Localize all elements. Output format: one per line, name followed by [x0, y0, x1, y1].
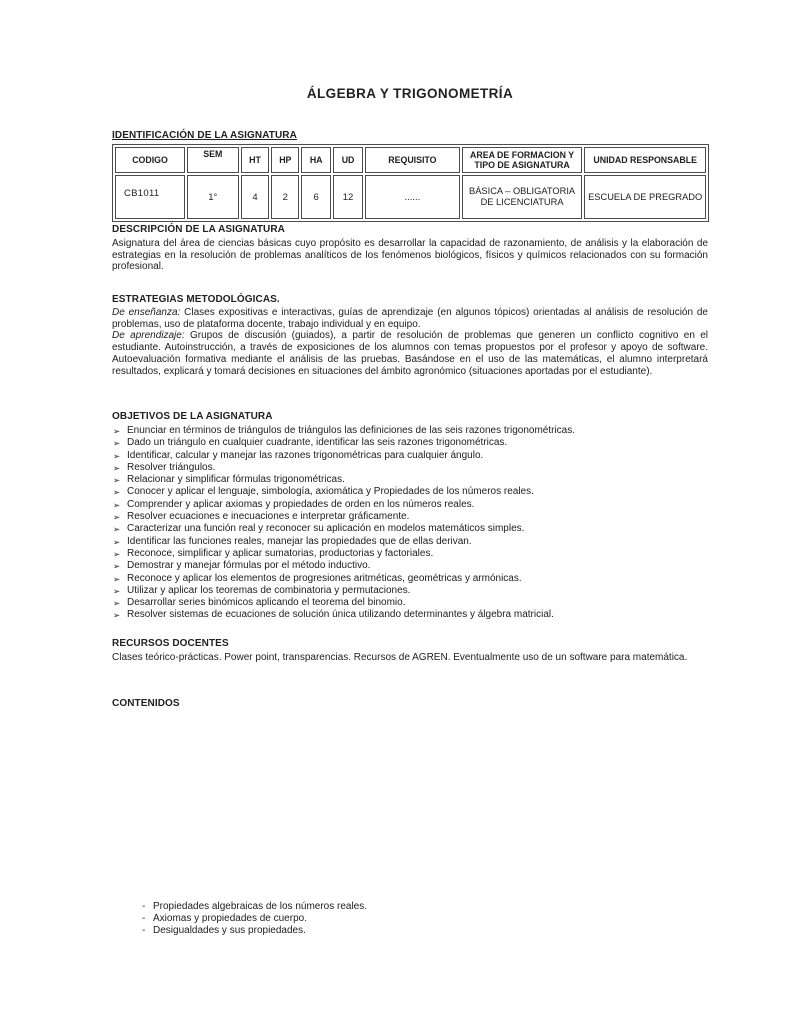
identification-heading: IDENTIFICACIÓN DE LA ASIGNATURA	[112, 130, 297, 141]
arrow-bullet-icon: ➢	[113, 561, 121, 572]
arrow-bullet-icon: ➢	[113, 450, 121, 461]
dash-bullet-icon: -	[142, 901, 146, 912]
arrow-bullet-icon: ➢	[113, 598, 121, 609]
objective-item	[112, 573, 708, 585]
aprendizaje-label: De aprendizaje:	[112, 330, 185, 342]
col-header-ht: HT	[241, 147, 270, 173]
contenido-item	[142, 925, 592, 937]
cell-ht: 4	[241, 175, 270, 219]
col-header-area: AREA DE FORMACION Y TIPO DE ASIGNATURA	[462, 147, 583, 173]
objective-text: Resolver ecuaciones e inecuaciones e interpretar gráficamente.	[127, 511, 410, 523]
objective-text: Reconoce y aplicar los elementos de progresiones aritméticas, geométricas y armónicas.	[127, 572, 522, 584]
objective-item	[112, 548, 708, 560]
col-header-sem: SEM	[187, 147, 239, 173]
objective-text: Utilizar y aplicar los teoremas de combinatoria y permutaciones.	[127, 584, 411, 596]
contenido-item	[142, 913, 592, 925]
table-row	[115, 175, 706, 219]
cell-codigo: CB1011	[115, 175, 185, 219]
cell-requisito: ......	[365, 175, 460, 219]
contenido-item	[142, 901, 592, 913]
document-title: ÁLGEBRA Y TRIGONOMETRÍA	[306, 86, 514, 101]
objective-text: Comprender y aplicar axiomas y propiedades de orden en los números reales.	[127, 498, 475, 510]
objective-text: Enunciar en términos de triángulos de triángulos las definiciones de las seis razones trigonométricas.	[127, 425, 576, 436]
cell-area: BÁSICA – OBLIGATORIA DE LICENCIATURA	[462, 175, 583, 219]
aprendizaje-text: Grupos de discusión (guiados), a partir de resolución de problemas que generen un conflicto cognitivo en el estudiante. Autoinstrucción, a través de exposiciones de los alumnos con temas propuestos por el profesor y apoyo de software. Autoevaluación formativa mediante el análisis de las pruebas. Basándose en el uso de las matemáticas, el alumno interpretará resultados, explicará y tomará decisiones en situaciones del ámbito agronómico (situaciones aportadas por el estudiante).	[112, 330, 709, 377]
contenido-text: Axiomas y propiedades de cuerpo.	[153, 913, 307, 925]
col-header-requisito: REQUISITO	[365, 147, 460, 173]
objective-item	[112, 474, 708, 486]
col-header-ud: UD	[333, 147, 363, 173]
arrow-bullet-icon: ➢	[113, 462, 121, 473]
objetivos-list	[112, 425, 708, 622]
col-header-codigo: CODIGO	[115, 147, 185, 173]
arrow-bullet-icon: ➢	[113, 585, 121, 596]
contenidos-section	[112, 698, 708, 710]
recursos-heading: RECURSOS DOCENTES	[112, 638, 229, 649]
arrow-bullet-icon: ➢	[113, 438, 121, 449]
objective-text: Dado un triángulo en cualquier cuadrante, identificar las seis razones trigonométricas.	[127, 437, 508, 449]
recursos-paragraph: Clases teórico-prácticas. Power point, transparencias. Recursos de AGREN. Eventualmente uso de un software para matemática.	[112, 652, 688, 663]
dash-bullet-icon: -	[142, 913, 146, 925]
contenidos-items	[142, 901, 592, 938]
objective-text: Demostrar y manejar fórmulas por el método inductivo.	[127, 560, 371, 572]
objective-item	[112, 523, 708, 535]
arrow-bullet-icon: ➢	[113, 487, 121, 498]
objective-text: Reconoce, simplificar y aplicar sumatorias, productorias y factoriales.	[127, 547, 434, 559]
objective-text: Identificar las funciones reales, manejar las propiedades que de ellas derivan.	[127, 535, 472, 547]
objective-item	[112, 486, 708, 498]
table-header-row	[115, 147, 706, 173]
objective-item	[112, 462, 708, 474]
objective-item	[112, 437, 708, 449]
arrow-bullet-icon: ➢	[113, 524, 121, 535]
objective-text: Resolver triángulos.	[127, 461, 216, 473]
arrow-bullet-icon: ➢	[113, 499, 121, 510]
arrow-bullet-icon: ➢	[113, 610, 121, 621]
objective-item	[112, 425, 708, 437]
arrow-bullet-icon: ➢	[113, 548, 121, 559]
cell-ud: 12	[333, 175, 363, 219]
cell-hp: 2	[271, 175, 299, 219]
ensenanza-paragraph	[112, 307, 708, 330]
objective-item	[112, 560, 708, 572]
contenido-text: Desigualdades y sus propiedades.	[153, 925, 306, 937]
estrategias-heading: ESTRATEGIAS METODOLÓGICAS.	[112, 294, 280, 305]
col-header-hp: HP	[271, 147, 299, 173]
objective-text: Conocer y aplicar el lenguaje, simbología, axiomática y Propiedades de los números reales.	[127, 486, 534, 498]
dash-bullet-icon: -	[142, 925, 146, 937]
estrategias-section	[112, 294, 708, 377]
arrow-bullet-icon: ➢	[113, 426, 121, 436]
arrow-bullet-icon: ➢	[113, 573, 121, 584]
objective-text: Identificar, calcular y manejar las razones trigonométricas para cualquier ángulo.	[127, 449, 484, 461]
objetivos-section	[112, 411, 708, 622]
arrow-bullet-icon: ➢	[113, 512, 121, 523]
descripcion-paragraph: Asignatura del área de ciencias básicas cuyo propósito es desarrollar la capacidad de razonamiento, de análisis y la elaboración de estrategias en la resolución de problemas analíticos de los fenómenos biológicos, físicos y químicos relacionados con su formación profesional.	[112, 238, 708, 273]
objective-text: Caracterizar una función real y reconocer su aplicación en modelos matemáticos simples.	[127, 523, 525, 535]
identification-table	[112, 144, 709, 222]
descripcion-section	[112, 224, 708, 273]
contenido-text: Propiedades algebraicas de los números reales.	[153, 901, 368, 912]
objective-item	[112, 585, 708, 597]
cell-unidad: ESCUELA DE PREGRADO	[584, 175, 706, 219]
col-header-unidad: UNIDAD RESPONSABLE	[584, 147, 706, 173]
objective-item	[112, 536, 708, 548]
objective-item	[112, 609, 708, 621]
cell-sem: 1°	[187, 175, 239, 219]
objective-text: Relacionar y simplificar fórmulas trigonométricas.	[127, 474, 345, 486]
contenidos-heading: CONTENIDOS	[112, 698, 180, 709]
recursos-section	[112, 638, 708, 664]
cell-ha: 6	[301, 175, 331, 219]
objective-item	[112, 511, 708, 523]
ensenanza-text: Clases expositivas e interactivas, guías de aprendizaje (en algunos tópicos) orientadas al análisis de resolución de problemas, uso de plataforma docente, trabajo individual y en equipo.	[112, 307, 708, 330]
objetivos-heading: OBJETIVOS DE LA ASIGNATURA	[112, 411, 273, 422]
arrow-bullet-icon: ➢	[113, 536, 121, 547]
objective-text: Resolver sistemas de ecuaciones de solución única utilizando determinantes y álgebra matricial.	[127, 609, 554, 621]
arrow-bullet-icon: ➢	[113, 475, 121, 486]
contenidos-list	[142, 901, 592, 938]
objective-item	[112, 499, 708, 511]
identification-section	[112, 130, 708, 222]
objective-item	[112, 597, 708, 609]
col-header-ha: HA	[301, 147, 331, 173]
aprendizaje-paragraph	[112, 330, 708, 377]
objective-text: Desarrollar series binómicos aplicando el teorema del binomio.	[127, 597, 406, 609]
descripcion-heading: DESCRIPCIÓN DE LA ASIGNATURA	[112, 224, 285, 235]
objective-item	[112, 450, 708, 462]
ensenanza-label: De enseñanza:	[112, 307, 181, 318]
